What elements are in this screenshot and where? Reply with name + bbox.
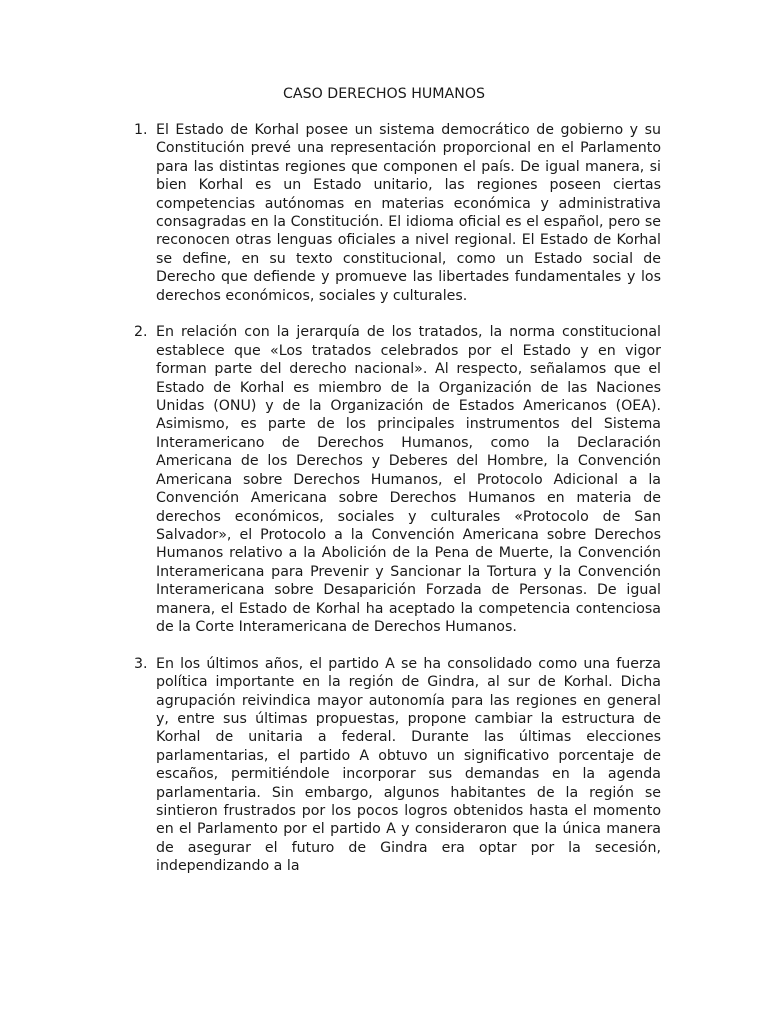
item-text: En los últimos años, el partido A se ha consolidado como una fuerza política importante en la región de Gindra, al sur de Korhal. Dicha agrupación reivindica mayor autonomía para las regiones en general y, entre sus últimas propuestas, propone cambiar la estructura de Korhal de unitaria a federal. Durante las últimas elecciones parlamentarias, el partido A obtuvo un significativo porcentaje de escaños, permitiéndole incorporar sus demandas en la agenda parlamentaria. Sin embargo, algunos habitantes de la región se sintieron frustrados por los pocos logros obtenidos hasta el momento en el Parlamento por el partido A y consideraron que la única manera de asegurar el futuro de Gindra era optar por la secesión, independizando a la: [156, 655, 661, 875]
case-list: [128, 121, 661, 894]
item-text: El Estado de Korhal posee un sistema democrático de gobierno y su Constitución prevé una representación proporcional en el Parlamento para las distintas regiones que componen el país. De igual manera, si bien Korhal es un Estado unitario, las regiones poseen ciertas competencias autónomas en materias económica y administrativa consagradas en la Constitución. El idioma oficial es el español, pero se reconocen otras lenguas oficiales a nivel regional. El Estado de Korhal se define, en su texto constitucional, como un Estado social de Derecho que defiende y promueve las libertades fundamentales y los derechos económicos, sociales y culturales.: [156, 122, 661, 304]
item-text: En relación con la jerarquía de los tratados, la norma constitucional establece que «Los tratados celebrados por el Estado y en vigor forman parte del derecho nacional». Al respecto, señalamos que el Estado de Korhal es miembro de la Organización de las Naciones Unidas (ONU) y de la Organización de Estados Americanos (OEA). Asimismo, es parte de los principales instrumentos del Sistema Interamericano de Derechos Humanos, como la Declaración Americana de los Derechos y Deberes del Hombre, la Convención Americana sobre Derechos Humanos, el Protocolo Adicional a la Convención Americana sobre Derechos Humanos en materia de derechos económicos, sociales y culturales «Protocolo de San Salvador», el Protocolo a la Convención Americana sobre Derechos Humanos relativo a la Abolición de la Pena de Muerte, la Convención Interamericana para Prevenir y Sancionar la Tortura y la Convención Interamericana sobre Desaparición Forzada de Personas. De igual manera, el Estado de Korhal ha aceptado la competencia contenciosa de la Corte Interamericana de Derechos Humanos.: [156, 324, 661, 635]
list-item: [128, 121, 661, 305]
document-title: CASO DERECHOS HUMANOS: [282, 86, 486, 102]
item-number: 2.: [134, 324, 148, 341]
item-number: 3.: [134, 655, 148, 672]
list-item: [128, 323, 661, 636]
list-item: [128, 655, 661, 876]
item-number: 1.: [134, 122, 148, 138]
